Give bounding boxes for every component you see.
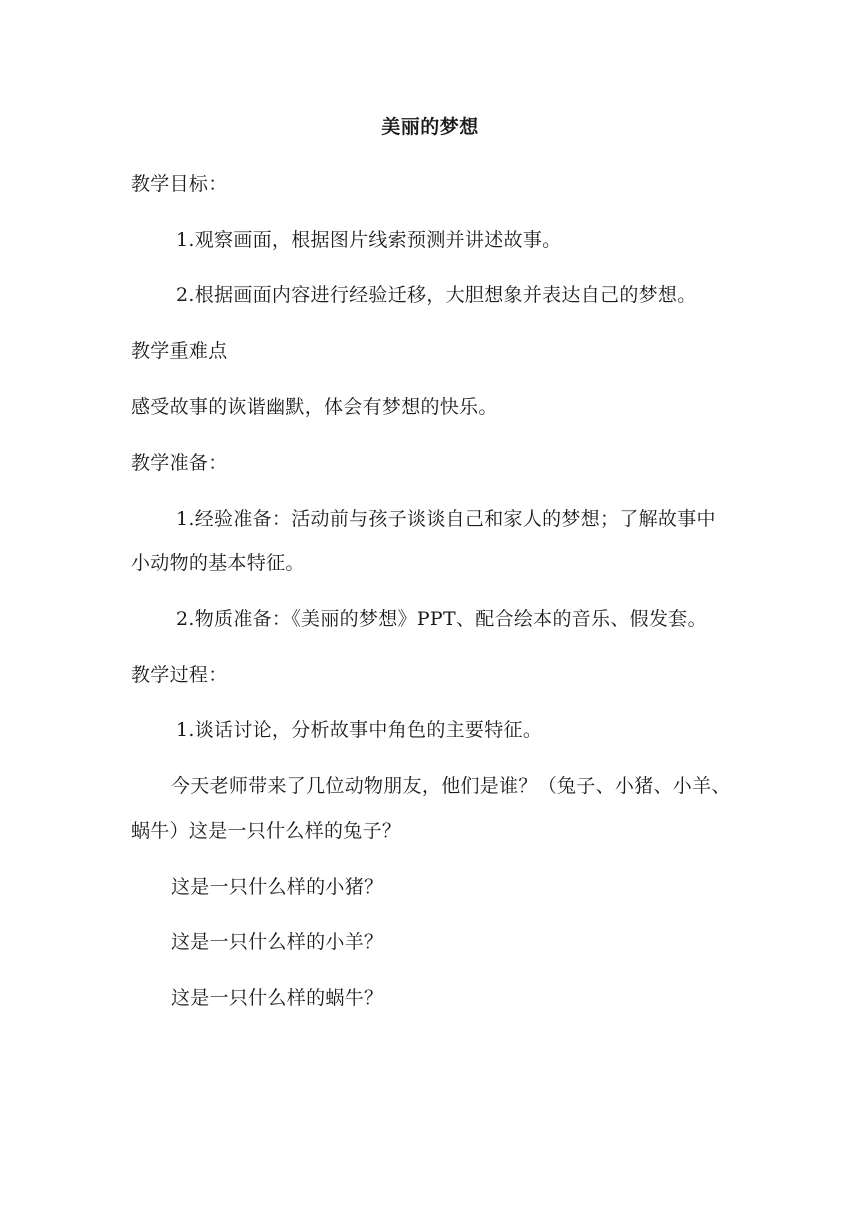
key-points-heading: 教学重难点 [131, 340, 228, 362]
question-sheep: 这是一只什么样的小羊？ [171, 931, 384, 953]
preparation-heading: 教学准备： [131, 452, 228, 474]
preparation-item-1-line-1: 1.经验准备：活动前与孩子谈谈自己和家人的梦想；了解故事中 [176, 508, 716, 530]
question-pig: 这是一只什么样的小猪？ [171, 876, 384, 898]
document-title: 美丽的梦想 [381, 116, 479, 138]
process-paragraph-line-2: 蜗牛）这是一只什么样的兔子？ [131, 820, 402, 842]
question-snail: 这是一只什么样的蜗牛？ [171, 987, 384, 1009]
preparation-item-1-line-2: 小动物的基本特征。 [131, 552, 305, 574]
objective-item-2: 2.根据画面内容进行经验迁移，大胆想象并表达自己的梦想。 [176, 284, 697, 306]
process-item-1: 1.谈话讨论，分析故事中角色的主要特征。 [176, 719, 543, 741]
process-paragraph-line-1: 今天老师带来了几位动物朋友，他们是谁？（兔子、小猪、小羊、 [171, 775, 731, 797]
key-points-text: 感受故事的诙谐幽默，体会有梦想的快乐。 [131, 396, 498, 418]
preparation-item-2: 2.物质准备：《美丽的梦想》PPT、配合绘本的音乐、假发套。 [176, 608, 707, 630]
objectives-heading: 教学目标： [131, 173, 228, 195]
objective-item-1: 1.观察画面，根据图片线索预测并讲述故事。 [176, 229, 562, 251]
process-heading: 教学过程： [131, 664, 228, 686]
